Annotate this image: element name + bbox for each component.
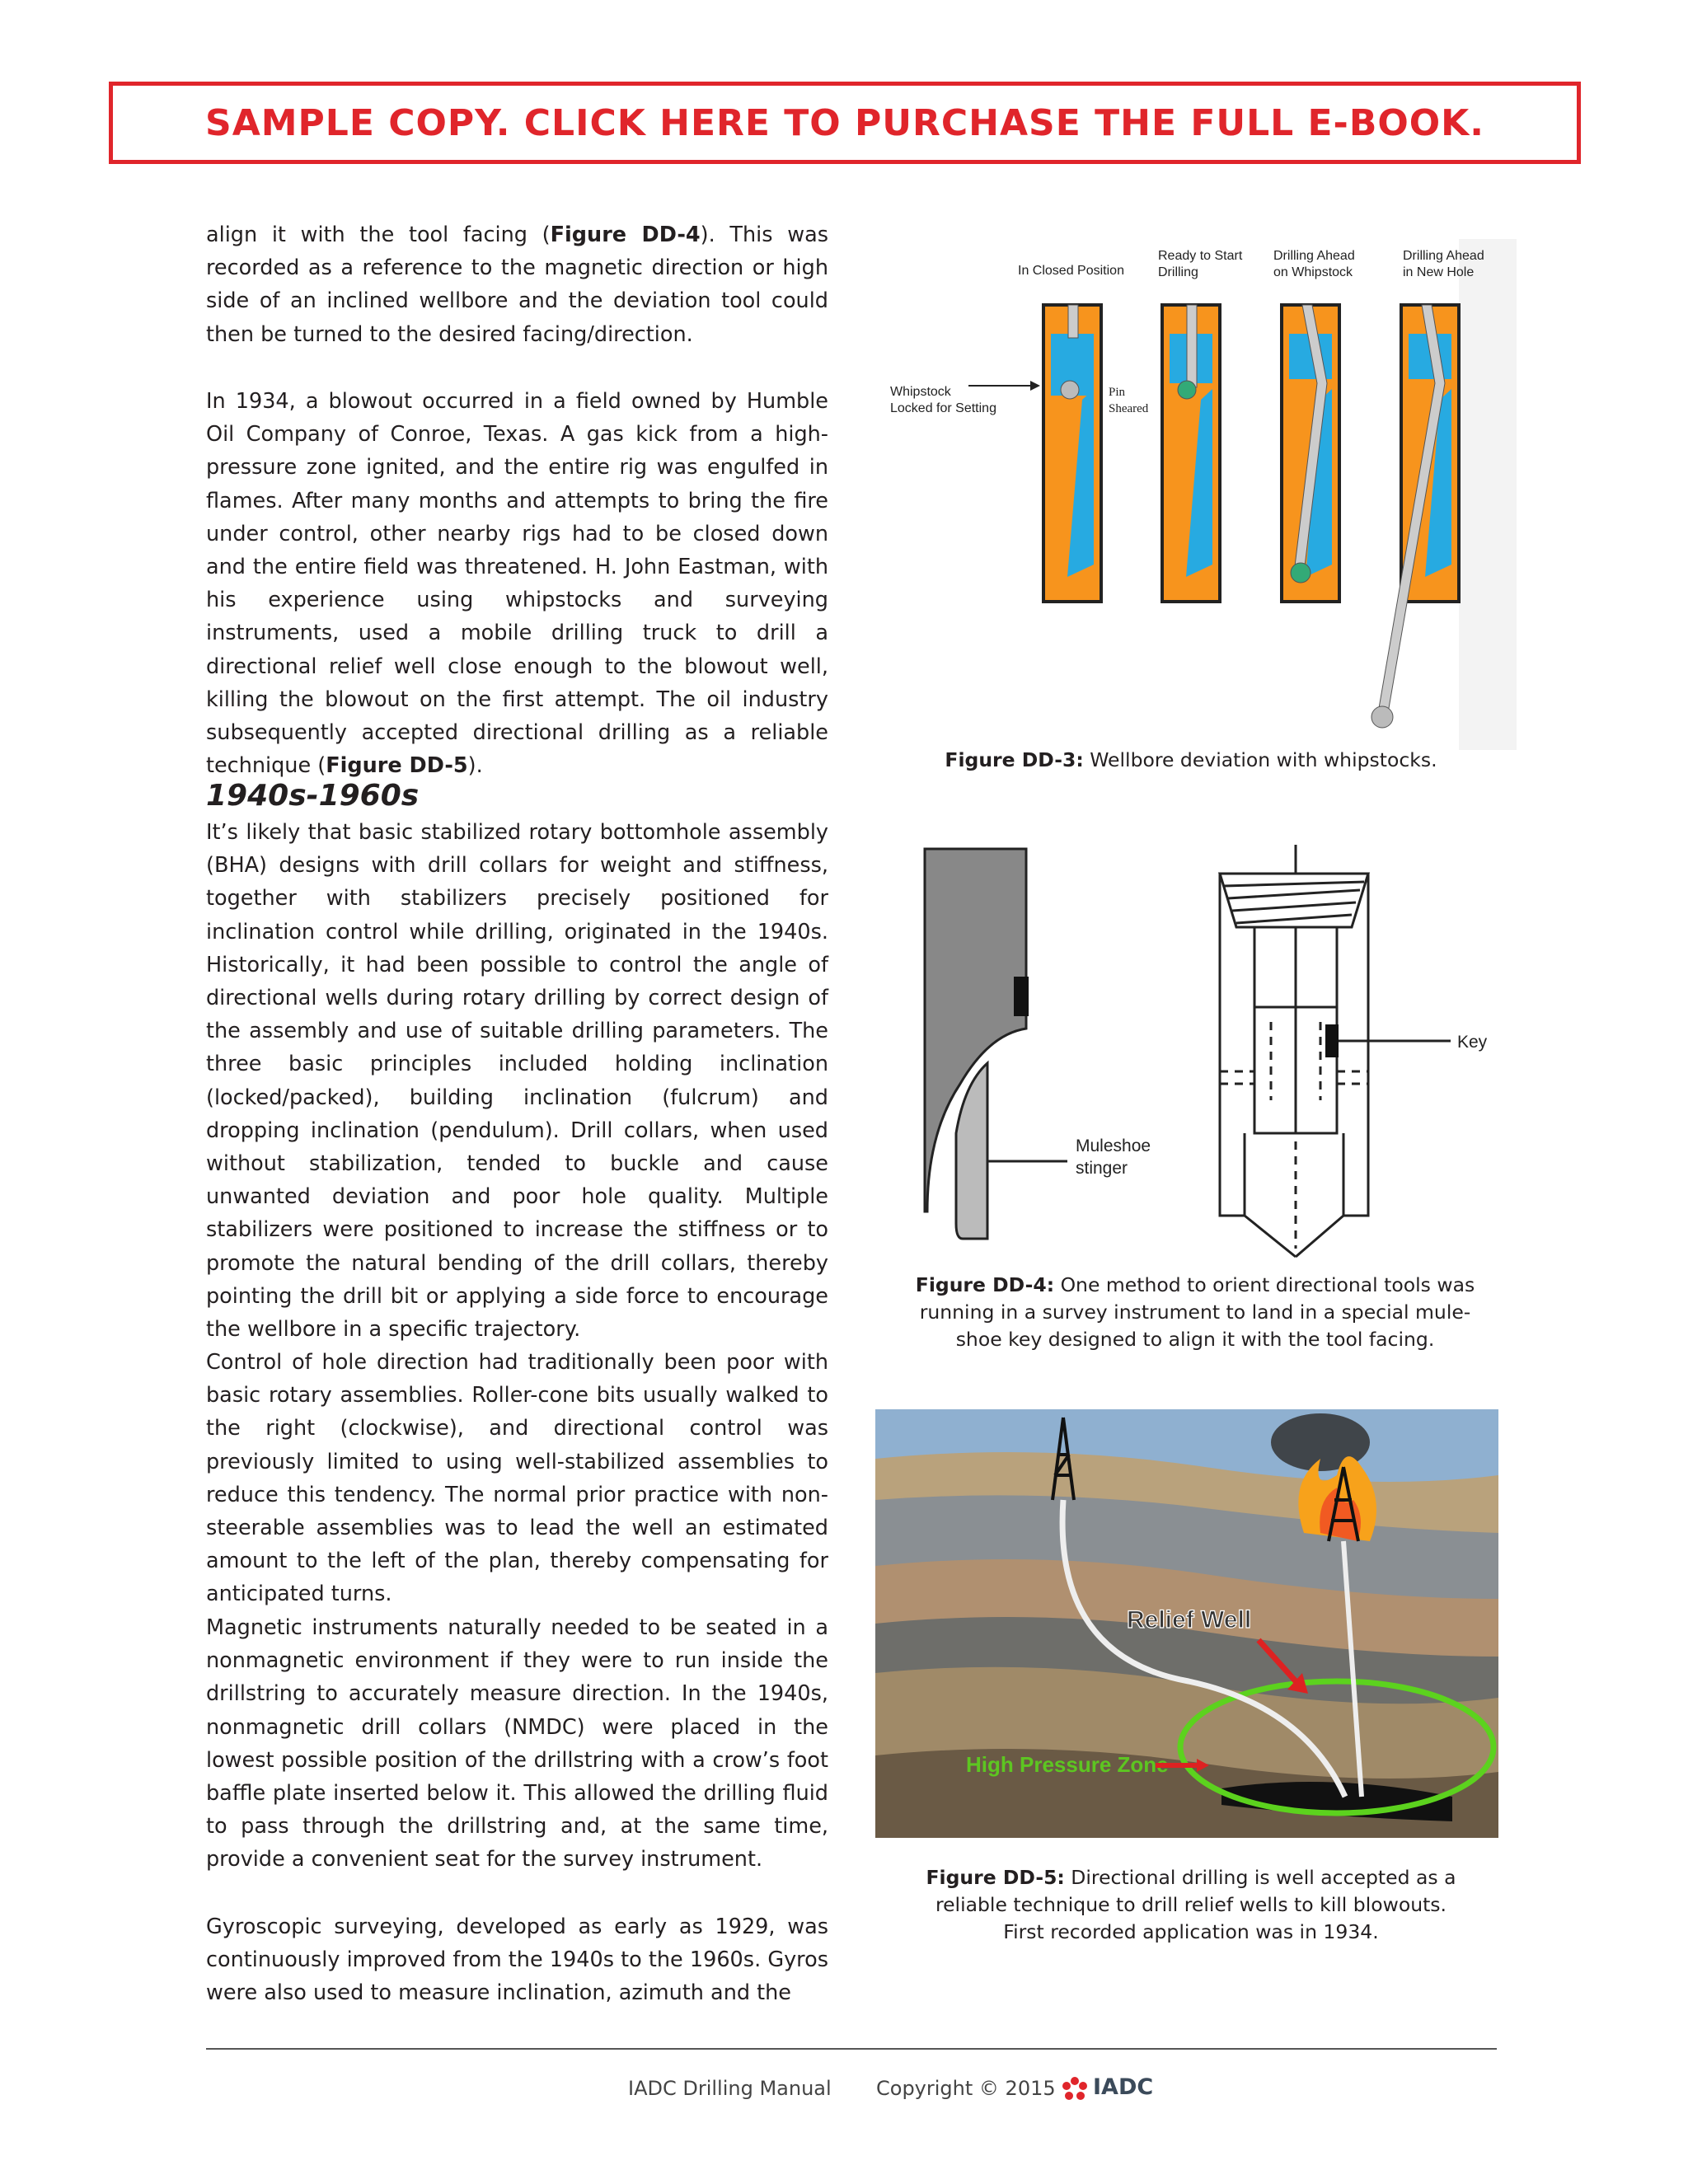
purchase-banner-link[interactable] <box>109 82 1581 164</box>
footer-copyright <box>876 2077 1056 2100</box>
label-pin-2: Sheared <box>1109 402 1149 415</box>
label-ready-1: Ready to Start <box>1158 249 1243 263</box>
figure-dd3-diagram <box>882 239 1517 750</box>
label-ready-2: Drilling <box>1158 265 1198 279</box>
iadc-logo-icon <box>1061 2075 1089 2103</box>
whipstock-tube-new-hole <box>1372 305 1459 728</box>
paragraph-6 <box>206 1910 828 2010</box>
figure-dd5-caption <box>874 1864 1508 1946</box>
fig5-caption-label: Figure DD-5: <box>926 1866 1065 1889</box>
label-new-2: in New Hole <box>1403 265 1475 279</box>
fig5-caption-line3: First recorded application was in 1934. <box>1003 1920 1379 1943</box>
figure-ref-dd5: Figure DD-5 <box>326 753 468 779</box>
label-high-pressure-zone: High Pressure Zone <box>966 1752 1169 1777</box>
label-stinger: stinger <box>1076 1159 1128 1178</box>
fig3-caption-label: Figure DD-3: <box>945 748 1084 771</box>
fig5-caption-line2: reliable technique to drill relief wells to kill blowouts. <box>935 1893 1447 1916</box>
label-ahead-2: on Whipstock <box>1273 265 1353 279</box>
p5-text: Magnetic instruments naturally needed to be seated in a nonmagnetic environment if they were to run inside the drillstring to accurately measure direction. In the 1940s, nonmagnetic drill collars (NMDC) were placed in the lowest possible position of the drillstring with a crow’s foot baffle plate inserted below it. This allowed the drilling fluid to pass through the drillstring and, at the same time, provide a convenient seat for the survey instrument. <box>206 1615 828 1872</box>
paragraph-5 <box>206 1611 828 1877</box>
whipstock-tube-closed <box>1043 305 1101 602</box>
purchase-banner-text: SAMPLE COPY. CLICK HERE TO PURCHASE THE FULL E-BOOK. <box>205 101 1484 144</box>
whipstock-tube-ready <box>1162 305 1220 602</box>
label-whipstock-1: Whipstock <box>890 385 951 399</box>
p2-text-a: In 1934, a blowout occurred in a field owned by Humble Oil Company of Conroe, Texas. A gas kick from a high-pressure zone ignited, and the entire rig was engulfed in flames. After many months and attempts to bring the fire under control, other nearby rigs had to be closed down and the entire field was threatened. H. John Eastman, with his experience using whipstocks and surveying instruments, used a mobile drilling truck to drill a directional relief well close enough to the blowout well, killing the blowout on the first attempt. The oil industry subsequently accepted directional drilling as a reliable technique ( <box>206 389 828 779</box>
label-ahead-1: Drilling Ahead <box>1273 249 1355 263</box>
p3-text: It’s likely that basic stabilized rotary bottomhole assembly (BHA) designs with drill collars for weight and stiffness, together with stabilizers precisely positioned for inclination control while drilling, originated in the 1940s. Historically, it had been possible to control the angle of directional wells during rotary drilling by correct design of the assembly and use of suitable drilling parameters. The three basic principles included holding inclination (locked/packed), building inclination (fulcrum) and dropping inclination (pendulum). Drill collars, when used without stabilization, tended to buckle and cause unwanted deviation and poor hole quality. Multiple stabilizers were positioned to increase the stiffness or to promote the natural bending of the drill collars, thereby pointing the drill bit or applying a side force to encourage the wellbore in a specific trajectory. <box>206 820 828 1343</box>
label-relief-well: Relief Well <box>1127 1606 1252 1633</box>
p4-text: Control of hole direction had traditionally been poor with basic rotary assemblies. Roller-cone bits usually walked to the right (clockwise), and directional control was previously limited to using well-stabilized assemblies to reduce this tendency. The normal prior practice with non-steerable assemblies was to lead the well an estimated amount to the left of the plan, thereby compensating for anticipated turns. <box>206 1350 828 1607</box>
paragraph-4 <box>206 1346 828 1611</box>
label-key: Key <box>1457 1033 1488 1052</box>
p6-text: Gyroscopic surveying, developed as early as 1929, was continuously improved from the 1940s to the 1960s. Gyros were also used to measure inclination, azimuth and the <box>206 1915 828 2006</box>
label-new-1: Drilling Ahead <box>1403 249 1484 263</box>
whipstock-tube-ahead <box>1282 305 1339 602</box>
figure-dd4-caption <box>882 1272 1508 1353</box>
label-muleshoe: Muleshoe <box>1076 1137 1151 1155</box>
footer-logo-text: IADC <box>1093 2074 1154 2100</box>
fig5-caption-line1: Directional drilling is well accepted as a <box>1064 1866 1456 1889</box>
footer-manual: IADC Drilling Manual <box>628 2077 832 2100</box>
fig4-caption-label: Figure DD-4: <box>915 1273 1055 1296</box>
figure-ref-dd4: Figure DD-4 <box>550 223 701 247</box>
footer-copyright-label: Copyright <box>876 2077 973 2100</box>
p1-text-c: ). This was recorded as a reference to the magnetic direction or high side of an inclined wellbore and the deviation tool could then be turned to the desired facing/direction. <box>206 223 828 347</box>
figure-dd3-caption <box>874 747 1508 774</box>
label-pin-1: Pin <box>1109 386 1126 399</box>
fig4-caption-line1: One method to orient directional tools was <box>1054 1273 1475 1296</box>
section-heading: 1940s-1960s <box>206 779 420 813</box>
paragraph-1 <box>206 218 828 351</box>
fig4-caption-line3: shoe key designed to align it with the tool facing. <box>955 1328 1435 1351</box>
label-closed-position: In Closed Position <box>1018 264 1124 278</box>
paragraph-2 <box>206 385 828 782</box>
fig4-caption-line2: running in a survey instrument to land in a special mule- <box>919 1301 1471 1324</box>
figure-dd5-illustration <box>875 1409 1498 1838</box>
fig3-caption-text: Wellbore deviation with whipstocks. <box>1083 748 1437 771</box>
footer-divider <box>206 2048 1497 2050</box>
paragraph-3 <box>206 816 828 1346</box>
figure-dd4-diagram <box>915 837 1508 1265</box>
p1-text-a: align it with the tool facing ( <box>206 223 551 247</box>
label-whipstock-2: Locked for Setting <box>890 401 996 415</box>
footer-year: © 2015 <box>978 2077 1056 2100</box>
p2-text-c: ). <box>467 753 483 779</box>
